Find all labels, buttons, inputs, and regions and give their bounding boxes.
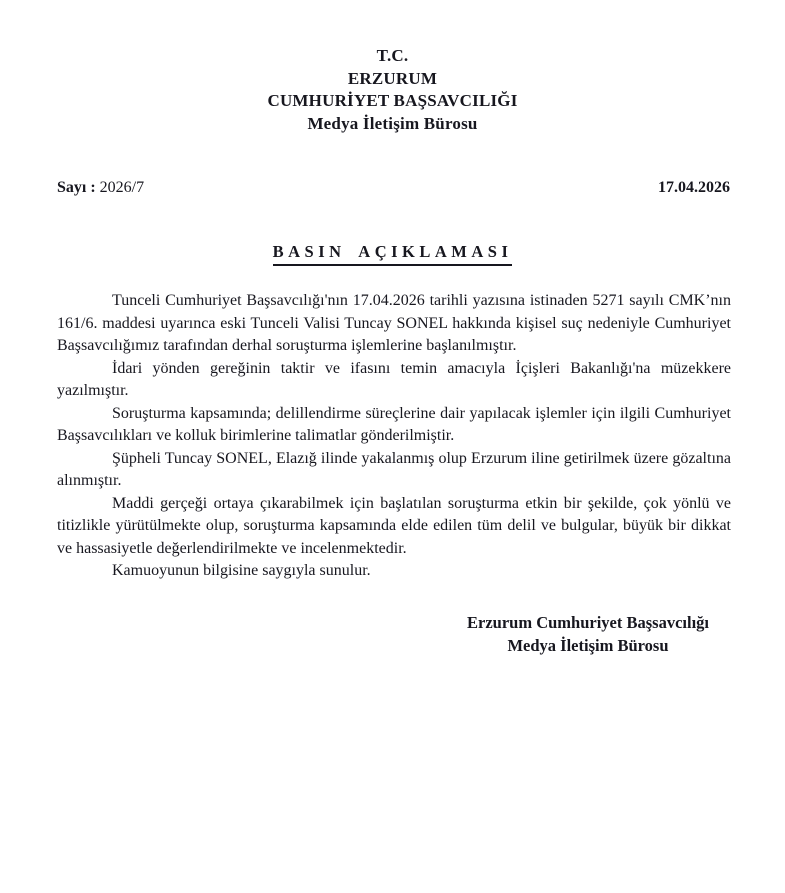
letterhead-office: CUMHURİYET BAŞSAVCILIĞI xyxy=(267,91,518,110)
meta-row xyxy=(0,178,785,198)
press-release-title: BASIN AÇIKLAMASI xyxy=(273,242,513,266)
signature-block xyxy=(428,611,748,657)
letterhead-bureau: Medya İletişim Bürosu xyxy=(307,113,478,133)
title-wrap xyxy=(0,242,785,266)
document-date: 17.04.2026 xyxy=(658,179,730,196)
document-number-value: 2026/7 xyxy=(99,179,145,196)
body-text xyxy=(0,290,785,583)
letterhead-republic: T.C. xyxy=(376,46,409,65)
signature-bureau: Medya İletişim Bürosu xyxy=(507,635,669,655)
body-paragraph: Şüpheli Tuncay SONEL, Elazığ ilinde yakalanmış olup Erzurum iline getirilmek üzere gözaltına alınmıştır. xyxy=(57,449,731,489)
letterhead-city: ERZURUM xyxy=(347,68,438,88)
body-paragraph: İdari yönden gereğinin taktir ve ifasını temin amacıyla İçişleri Bakanlığı'na müzekkere yazılmıştır. xyxy=(57,359,731,399)
document-number xyxy=(57,178,144,198)
body-paragraph: Soruşturma kapsamında; delillendirme süreçlerine dair yapılacak işlemler için ilgili Cumhuriyet Başsavcılıkları ve kolluk birimlerine talimatlar gönderilmiştir. xyxy=(57,404,731,444)
letterhead xyxy=(0,0,785,135)
signature-office: Erzurum Cumhuriyet Başsavcılığı xyxy=(467,612,709,632)
body-paragraph: Kamuoyunun bilgisine saygıyla sunulur. xyxy=(112,562,371,579)
body-paragraph: Maddi gerçeği ortaya çıkarabilmek için başlatılan soruşturma etkin bir şekilde, çok yönlü ve titizlikle yürütülmekte olup, soruşturma kapsamında elde edilen tüm delil ve bulgular, büyük bir dikkat ve hassasiyetle değerlendirilmekte ve incelenmektedir. xyxy=(57,494,731,557)
document-number-label: Sayı : xyxy=(57,179,96,196)
body-paragraph: Tunceli Cumhuriyet Başsavcılığı'nın 17.04.2026 tarihli yazısına istinaden 5271 sayılı CMK’nın 161/6. maddesi uyarınca eski Tunceli Valisi Tuncay SONEL hakkında kişisel suç nedeniyle Cumhuriyet Başsavcılığımız tarafından derhal soruşturma işlemlerine başlanılmıştır. xyxy=(57,292,731,354)
